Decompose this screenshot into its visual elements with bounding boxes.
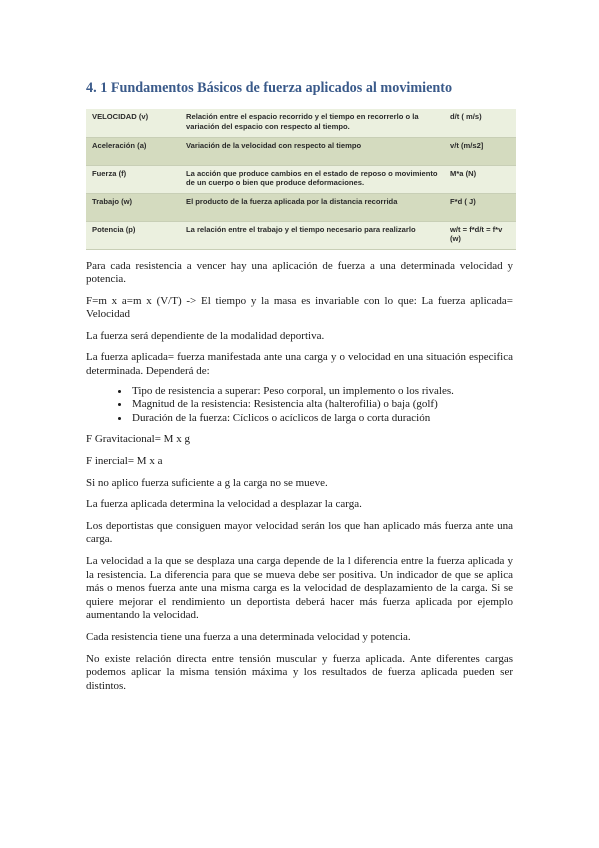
table-cell-term: Fuerza (f) (86, 165, 180, 193)
table-cell-description: La relación entre el trabajo y el tiempo necesario para realizarlo (180, 221, 444, 249)
table-cell-formula: d/t ( m/s) (444, 109, 516, 137)
paragraph: No existe relación directa entre tensión muscular y fuerza aplicada. Ante diferentes cargas podemos aplicar la misma tensión máxima y los resultados de fuerza aplicada pueden ser distintos. (86, 652, 513, 692)
table-cell-term: VELOCIDAD (v) (86, 109, 180, 137)
table-cell-description: Relación entre el espacio recorrido y el tiempo en recorrerlo o la variación del espacio con respecto al tiempo. (180, 109, 444, 137)
paragraph: La fuerza aplicada determina la velocidad a desplazar la carga. (86, 498, 362, 511)
table-cell-term: Aceleración (a) (86, 137, 180, 165)
table-row (86, 165, 516, 193)
table-cell-description: El producto de la fuerza aplicada por la distancia recorrida (180, 193, 444, 221)
paragraph: La velocidad a la que se desplaza una carga depende de la l diferencia entre la fuerza aplicada y la resistencia. La diferencia para que se mueva debe ser positiva. Un indicador de que se aplica más o menos fuerza ante una misma carga es la velocidad de desplazamiento de la carga. Si se quiere mejorar el rendimiento un deportista deberá hacer más fuerza aplicada por ejemplo aumentando la velocidad. (86, 555, 513, 622)
table-cell-description: La acción que produce cambios en el estado de reposo o movimiento de un cuerpo o bien que produce deformaciones. (180, 165, 444, 193)
table-row (86, 221, 516, 249)
paragraph: Cada resistencia tiene una fuerza a una determinada velocidad y potencia. (86, 630, 411, 643)
paragraph: Si no aplico fuerza suficiente a g la carga no se mueve. (86, 476, 328, 489)
table-cell-formula: w/t = f*d/t = f*v (w) (444, 221, 516, 249)
bullet-list (86, 385, 513, 426)
table-cell-formula: F*d ( J) (444, 193, 516, 221)
paragraph: Los deportistas que consiguen mayor velocidad serán los que han aplicado más fuerza ante una carga. (86, 519, 513, 546)
table-cell-formula: M*a (N) (444, 165, 516, 193)
paragraph: Para cada resistencia a vencer hay una aplicación de fuerza a una determinada velocidad y potencia. (86, 259, 513, 286)
paragraph: La fuerza será dependiente de la modalidad deportiva. (86, 329, 325, 342)
paragraph: F inercial= M x a (86, 455, 163, 468)
table-cell-formula: v/t (m/s2] (444, 137, 516, 165)
paragraph: F=m x a=m x (V/T) -> El tiempo y la masa es invariable con lo que: La fuerza aplicada= Velocidad (86, 294, 513, 321)
list-item: • Duración de la fuerza: Cíclicos o acíclicos de larga o corta duración (130, 412, 513, 426)
table-cell-term: Trabajo (w) (86, 193, 180, 221)
section-heading: 4. 1 Fundamentos Básicos de fuerza aplicados al movimiento (86, 80, 453, 96)
table-cell-description: Variación de la velocidad con respecto al tiempo (180, 137, 444, 165)
table-row (86, 137, 516, 165)
table-cell-term: Potencia (p) (86, 221, 180, 249)
table-row (86, 109, 516, 137)
paragraph: F Gravitacional= M x g (86, 433, 190, 446)
definitions-table (86, 109, 516, 250)
list-item: • Tipo de resistencia a superar: Peso corporal, un implemento o los rivales. (130, 385, 513, 399)
list-item: • Magnitud de la resistencia: Resistencia alta (halterofilia) o baja (golf) (130, 398, 513, 412)
table-row (86, 193, 516, 221)
paragraph: La fuerza aplicada= fuerza manifestada ante una carga y o velocidad en una situación especifica determinada. Dependerá de: (86, 351, 513, 378)
